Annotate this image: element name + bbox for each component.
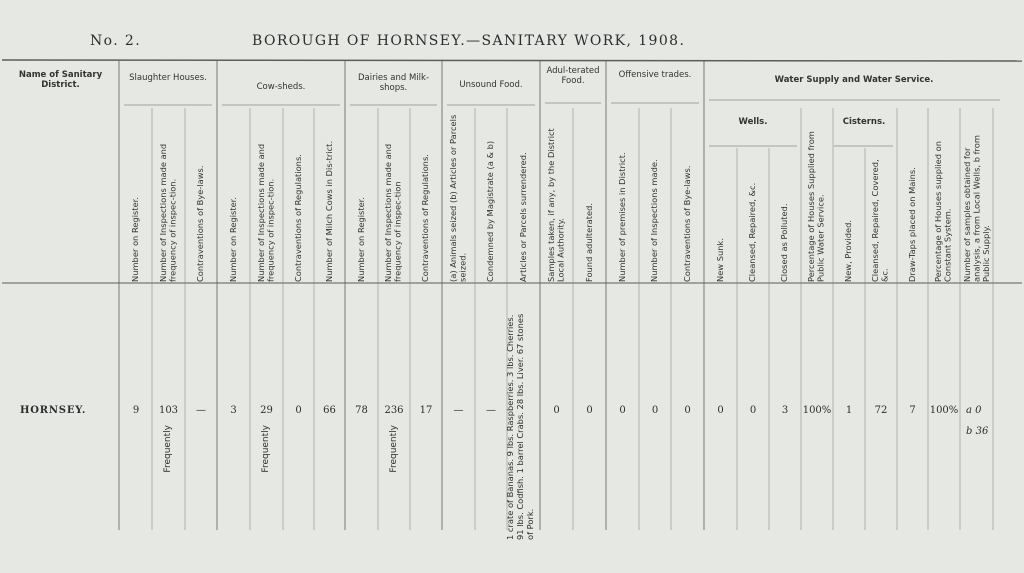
group-slaughter-houses: Slaughter Houses.: [129, 73, 207, 83]
col-header: Number on Register.: [355, 197, 366, 282]
col-header: Samples taken, if any, by the District Local Authority.: [545, 128, 566, 282]
col-header: Articles or Parcels surrendered.: [517, 152, 528, 282]
frequency-dairies: Frequently: [389, 425, 399, 473]
cell: 9: [132, 405, 140, 416]
samples-public-supply: b 36: [966, 426, 989, 437]
col-header: Cleansed, Repaired, &c.: [747, 182, 758, 282]
cell: 17: [419, 405, 433, 416]
col-header: (a) Animals seized (b) Articles or Parcels seized.: [447, 114, 468, 282]
cell: 0: [749, 405, 757, 416]
col-header: Number of Milch Cows in Dis-trict.: [323, 140, 334, 282]
cell: 29: [260, 405, 273, 416]
col-header: Contraventions of Regulations.: [292, 154, 303, 282]
col-header: New Sunk.: [714, 238, 725, 282]
col-header: Number of Inspections made and frequency of inspec-tion.: [255, 143, 276, 282]
cell: 72: [874, 405, 888, 416]
page-title: BOROUGH OF HORNSEY.—SANITARY WORK, 1908.: [252, 33, 686, 49]
group-offensive-trades: Offensive trades.: [618, 70, 692, 80]
group-dairies: Dairies and Milk-shops.: [357, 73, 430, 93]
frequency-slaughter: Frequently: [163, 425, 173, 473]
col-header: Closed as Polluted.: [779, 203, 790, 282]
col-header: Contraventions of Bye-laws.: [681, 165, 692, 282]
cell: 100%: [802, 405, 832, 416]
group-wells: Wells.: [738, 117, 768, 127]
cell: 0: [586, 405, 593, 416]
col-header: Percentage of Houses Supplied from Public Water Service.: [806, 131, 826, 282]
group-cow-sheds: Cow-sheds.: [256, 82, 306, 92]
col-header: Contraventions of Bye-laws.: [195, 165, 206, 282]
frequency-cowsheds: Frequently: [261, 425, 271, 473]
cell: 0: [684, 405, 691, 416]
cell: 0: [295, 405, 302, 416]
col-header: Cleansed, Repaired, Covered, &c.: [870, 159, 890, 282]
col-header: Number of Inspections made.: [649, 159, 660, 282]
cell: 3: [230, 405, 237, 416]
cell: 78: [355, 405, 368, 416]
col-header: Number of samples obtained for analysis, a from Local Wells, b from Public Supply.: [961, 135, 991, 282]
group-adulterated-food: Adul-terated Food.: [546, 66, 600, 86]
cell: 0: [651, 405, 659, 416]
col-header: Number of premises in District.: [616, 152, 627, 282]
samples-local-wells: a 0: [966, 405, 982, 416]
group-water-supply: Water Supply and Water Service.: [774, 75, 934, 85]
cell: 236: [384, 405, 404, 416]
page-number: No. 2.: [90, 33, 142, 49]
cell: 66: [323, 405, 336, 416]
col-header: Number on Register.: [227, 197, 238, 282]
cell: 7: [909, 405, 916, 416]
col-header: Contraventions of Regulations.: [420, 154, 431, 282]
cell: —: [453, 405, 464, 416]
cell: 100%: [929, 405, 959, 416]
cell: —: [196, 405, 206, 416]
col-header: Found adulterated.: [583, 202, 594, 282]
cell: 0: [553, 405, 560, 416]
col-header: Percentage of Houses supplied on Constant System.: [933, 141, 953, 282]
cell: —: [486, 405, 496, 416]
group-unsound-food: Unsound Food.: [459, 80, 523, 90]
group-cisterns: Cisterns.: [842, 117, 886, 127]
district-name: HORNSEY.: [20, 405, 87, 416]
col-header: Draw-Taps placed on Mains.: [906, 167, 917, 282]
cell: 1: [845, 405, 853, 416]
cell: 0: [619, 405, 626, 416]
cell: 103: [158, 405, 179, 416]
articles-surrendered-list: 1 crate of Bananas. 9 lbs. Raspberries. 3 lbs. Cherries. 91 lbs. Codfish. 1 barrel Crabs. 28 lbs. Liver. 67 stones of Pork.: [505, 313, 535, 540]
cell: 3: [781, 405, 789, 416]
col-header: Condemned by Magistrate (a & b): [485, 140, 496, 282]
group-name-of-district: Name of Sanitary District.: [18, 70, 103, 90]
col-header: Number of Inspections made and frequency of inspec-tion: [383, 143, 403, 282]
col-header: New, Provided.: [843, 219, 854, 282]
col-header: Number of Inspections made and frequency of inspec-tion.: [157, 143, 178, 282]
cell: 0: [717, 405, 724, 416]
col-header: Number on Register.: [130, 197, 141, 282]
